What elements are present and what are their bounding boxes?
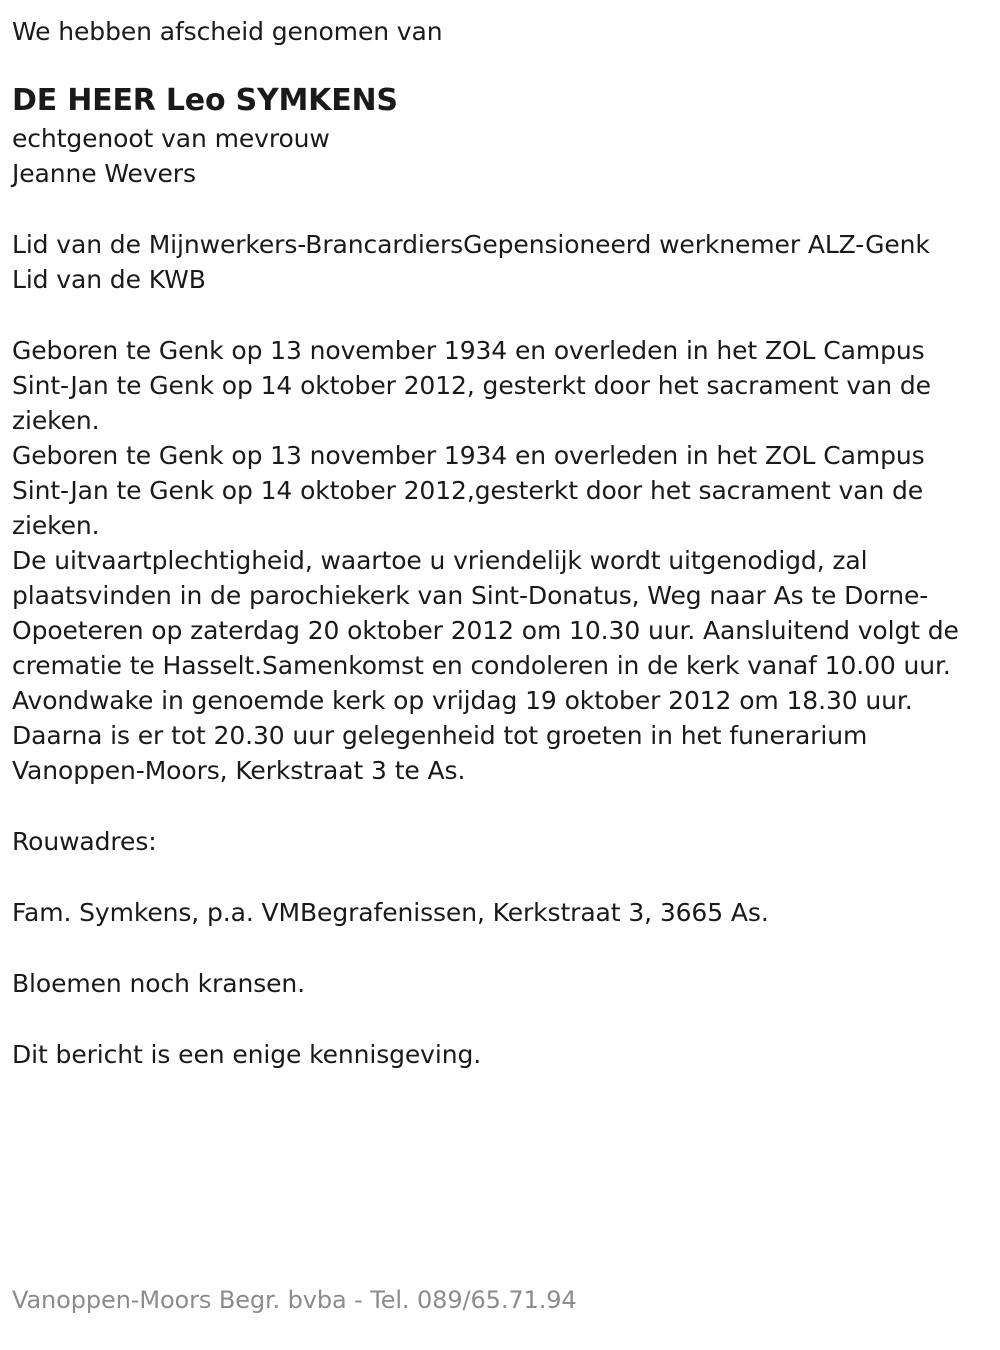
membership-line: Lid van de KWB	[12, 265, 206, 294]
funeral-home-footer: Vanoppen-Moors Begr. bvba - Tel. 089/65.71.94	[12, 1286, 577, 1314]
spouse-label: echtgenoot van mevrouw	[12, 124, 330, 153]
announcement-note: Dit bericht is een enige kennisgeving.	[12, 1040, 482, 1069]
deceased-name: DE HEER Leo SYMKENS	[12, 83, 398, 118]
spacer	[12, 788, 990, 824]
spacer	[12, 930, 990, 966]
spacer	[12, 49, 990, 81]
mourning-address-label: Rouwadres:	[12, 827, 157, 856]
spacer	[12, 859, 990, 895]
intro-text: We hebben afscheid genomen van	[12, 17, 443, 46]
spacer	[12, 297, 990, 333]
body-paragraph: De uitvaartplechtigheid, waartoe u vriendelijk wordt uitgenodigd, zal plaatsvinden in de parochiekerk van Sint-Donatus, Weg naar As te Dorne-Opoeteren op zaterdag 20 oktober 2012 om 10.30 uur. Aansluitend volgt de crematie te Hasselt.Samenkomst en condoleren in de kerk vanaf 10.00 uur.	[12, 546, 959, 680]
body-paragraph: Geboren te Genk op 13 november 1934 en overleden in het ZOL Campus Sint-Jan te Genk op 14 oktober 2012, gesterkt door het sacrament van de zieken.	[12, 336, 931, 435]
body-paragraph: Geboren te Genk op 13 november 1934 en overleden in het ZOL Campus Sint-Jan te Genk op 14 oktober 2012,gesterkt door het sacrament van de zieken.	[12, 441, 925, 540]
spacer	[12, 1001, 990, 1037]
membership-line: Lid van de Mijnwerkers-BrancardiersGepensioneerd werknemer ALZ-Genk	[12, 230, 930, 259]
mourning-address-value: Fam. Symkens, p.a. VMBegrafenissen, Kerkstraat 3, 3665 As.	[12, 898, 769, 927]
body-paragraph: Avondwake in genoemde kerk op vrijdag 19 oktober 2012 om 18.30 uur. Daarna is er tot 20.30 uur gelegenheid tot groeten in het funerarium Vanoppen-Moors, Kerkstraat 3 te As.	[12, 686, 913, 785]
flowers-note: Bloemen noch kransen.	[12, 969, 305, 998]
spouse-name: Jeanne Wevers	[12, 159, 196, 188]
spacer	[12, 191, 990, 227]
